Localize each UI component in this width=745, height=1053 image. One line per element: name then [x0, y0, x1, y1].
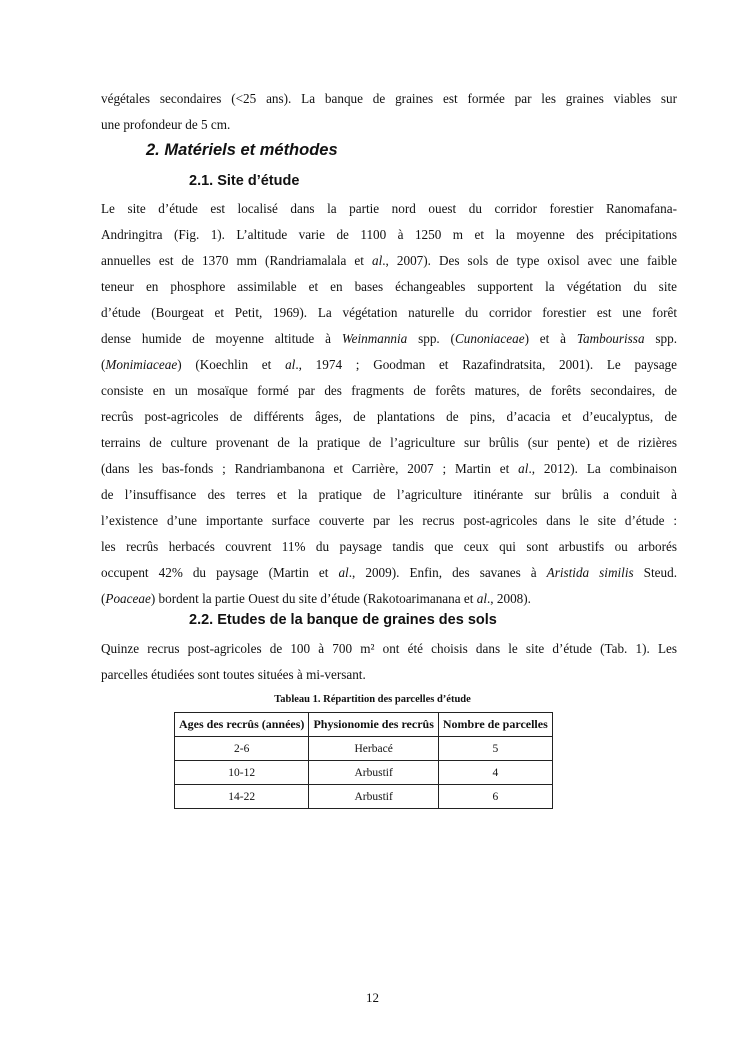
text-line: les recrûs herbacés couvrent 11% du paysage tandis que ceux qui sont arbustifs ou arborés	[101, 539, 677, 554]
table-cell: 6	[438, 785, 552, 809]
intro-paragraph	[101, 86, 677, 138]
text-line: (Poaceae) bordent la partie Ouest du site d’étude (Rakotoarimanana et al., 2008).	[101, 591, 531, 606]
text-line: Quinze recrus post-agricoles de 100 à 700 m² ont été choisis dans le site d’étude (Tab. 1). Les	[101, 641, 677, 656]
table-row	[175, 737, 553, 761]
table-row	[175, 761, 553, 785]
table-caption: Tableau 1. Répartition des parcelles d’étude	[274, 694, 471, 705]
table-header: Ages des recrûs (années)	[175, 713, 309, 737]
table-cell: Arbustif	[309, 785, 438, 809]
table-header: Physionomie des recrûs	[309, 713, 438, 737]
text-line: de l’insuffisance des terres et la pratique de l’agriculture itinérante sur brûlis a conduit à	[101, 487, 677, 502]
text-line: végétales secondaires (<25 ans). La banque de graines est formée par les graines viables sur	[101, 91, 677, 106]
table-cell: 2-6	[175, 737, 309, 761]
table-cell: 10-12	[175, 761, 309, 785]
text-line: (Monimiaceae) (Koechlin et al., 1974 ; Goodman et Razafindratsita, 2001). Le paysage	[101, 357, 677, 372]
table-cell: 5	[438, 737, 552, 761]
text-line: (dans les bas-fonds ; Randriambanona et Carrière, 2007 ; Martin et al., 2012). La combinaison	[101, 461, 677, 476]
table-header: Nombre de parcelles	[438, 713, 552, 737]
table-cell: Arbustif	[309, 761, 438, 785]
page-number: 12	[366, 990, 379, 1005]
text-line: d’étude (Bourgeat et Petit, 1969). La végétation naturelle du corridor forestier est une forêt	[101, 305, 677, 320]
text-line: recrûs post-agricoles de différents âges, de plantations de pins, d’acacia et d’eucalyptus, de	[101, 409, 677, 424]
text-line: une profondeur de 5 cm.	[101, 117, 231, 132]
text-line: Le site d’étude est localisé dans la partie nord ouest du corridor forestier Ranomafana-	[101, 201, 677, 216]
table-cell: 14-22	[175, 785, 309, 809]
text-line: teneur en phosphore assimilable et en bases échangeables supportent la végétation du site	[101, 279, 677, 294]
table-cell: Herbacé	[309, 737, 438, 761]
text-line: parcelles étudiées sont toutes situées à mi-versant.	[101, 667, 366, 682]
seedbank-paragraph	[101, 636, 677, 688]
subsection-title-seedbank: 2.2. Etudes de la banque de graines des sols	[189, 612, 497, 628]
table-header-row	[175, 713, 553, 737]
plots-table	[174, 712, 553, 809]
text-line: occupent 42% du paysage (Martin et al., 2009). Enfin, des savanes à Aristida similis Steud.	[101, 565, 677, 580]
text-line: terrains de culture provenant de la pratique de l’agriculture sur brûlis (sur pente) et de rizières	[101, 435, 677, 450]
section-title: 2. Matériels et méthodes	[146, 141, 338, 159]
subsection-title-site: 2.1. Site d’étude	[189, 173, 300, 189]
table-cell: 4	[438, 761, 552, 785]
text-line: dense humide de moyenne altitude à Weinmannia spp. (Cunoniaceae) et à Tambourissa spp.	[101, 331, 678, 346]
text-line: annuelles est de 1370 mm (Randriamalala et al., 2007). Des sols de type oxisol avec une faible	[101, 253, 678, 268]
table-row	[175, 785, 553, 809]
text-line: l’existence d’une importante surface couverte par les recrus post-agricoles dans le site d’étude :	[101, 513, 677, 528]
site-paragraph	[101, 196, 677, 612]
text-line: consiste en un mosaïque formé par des fragments de forêts matures, de forêts secondaires, de	[101, 383, 677, 398]
text-line: Andringitra (Fig. 1). L’altitude varie de 1100 à 1250 m et la moyenne des précipitations	[101, 227, 677, 242]
